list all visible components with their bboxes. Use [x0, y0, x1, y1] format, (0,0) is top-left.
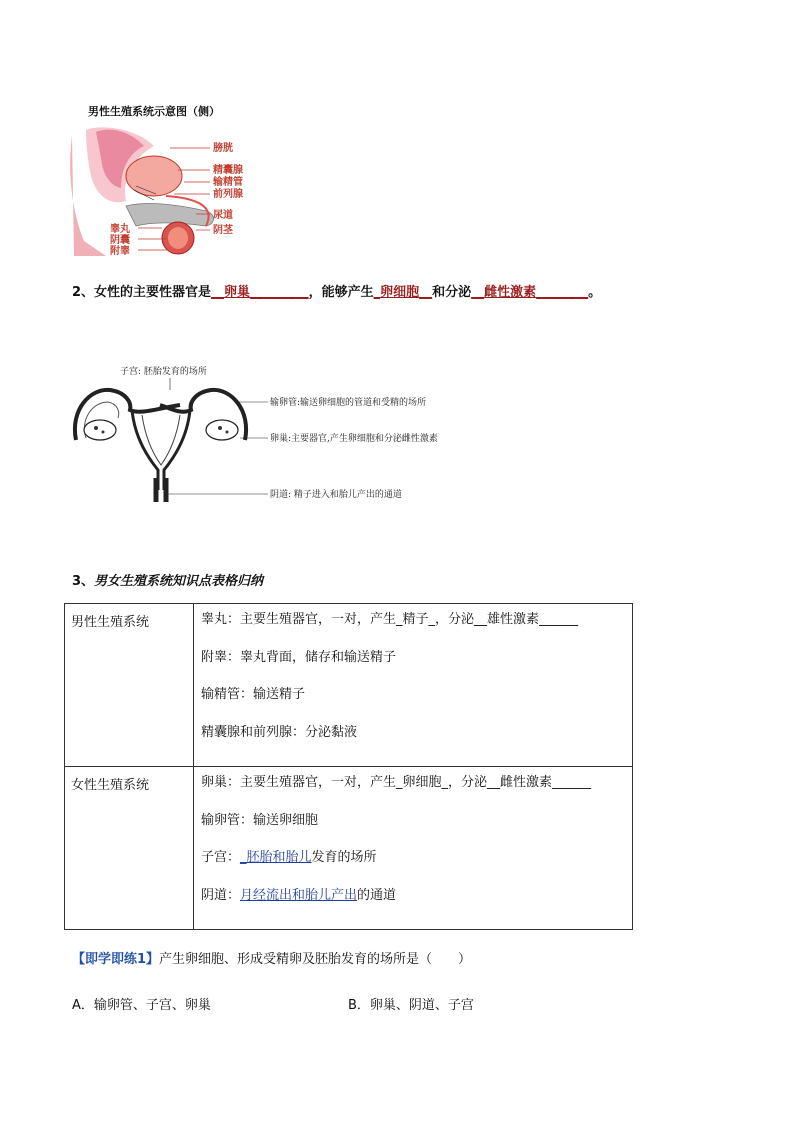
label-oviduct: 输卵管:输送卵细胞的管道和受精的场所 [270, 398, 427, 408]
option-b[interactable]: B．卵巢、阴道、子宫 [348, 998, 474, 1013]
female-system-diagram [70, 360, 450, 510]
table-row [65, 767, 633, 930]
figure1-title: 男性生殖系统示意图（侧） [88, 105, 220, 118]
label-ovary: 卵巢:主要器官,产生卵细胞和分泌雌性激素 [270, 434, 438, 444]
label-seminal-vesicle: 精囊腺 [213, 165, 243, 176]
knowledge-table [64, 603, 633, 930]
label-bladder: 膀胱 [213, 143, 233, 154]
male-system-diagram [66, 126, 286, 258]
female-header: 女性生殖系统 [65, 767, 194, 930]
question-3: 3、男女生殖系统知识点表格归纳 [72, 574, 264, 589]
exercise-tag: 【即学即练1】 [72, 952, 160, 967]
label-vagina: 阴道: 精子进入和胎儿产出的通道 [270, 490, 402, 500]
exercise-1 [72, 948, 471, 967]
label-prostate: 前列腺 [213, 189, 243, 200]
female-content: 卵巢：主要生殖器官，一对，产生_卵细胞_，分泌__雌性激素______ 输卵管：输送卵细胞 子宫：_胚胎和胎儿发育的场所 阴道：月经流出和胎儿产出的通道 [194, 767, 633, 930]
table-row [65, 604, 633, 767]
exercise-question: 产生卵细胞、形成受精卵及胚胎发育的场所是（ ） [159, 952, 472, 967]
male-header: 男性生殖系统 [65, 604, 194, 767]
label-urethra: 尿道 [213, 210, 233, 221]
option-a[interactable]: A．输卵管、子宫、卵巢 [72, 998, 211, 1013]
label-uterus: 子宫: 胚胎发育的场所 [120, 367, 207, 377]
label-testis: 睾丸 [110, 224, 130, 235]
male-content: 睾丸：主要生殖器官，一对，产生_精子_，分泌__雄性激素______ 附睾：睾丸背面，储存和输送精子 输精管：输送精子 精囊腺和前列腺：分泌黏液 [194, 604, 633, 767]
label-epididymis: 附睾 [110, 246, 130, 257]
question-2: 2、女性的主要性器官是__卵巢_________，能够产生_卵细胞__和分泌__雌性激素________。 [72, 285, 602, 300]
label-scrotum: 阴囊 [110, 235, 130, 246]
label-vas-deferens: 输精管 [213, 177, 243, 188]
label-penis: 阴茎 [213, 225, 233, 236]
